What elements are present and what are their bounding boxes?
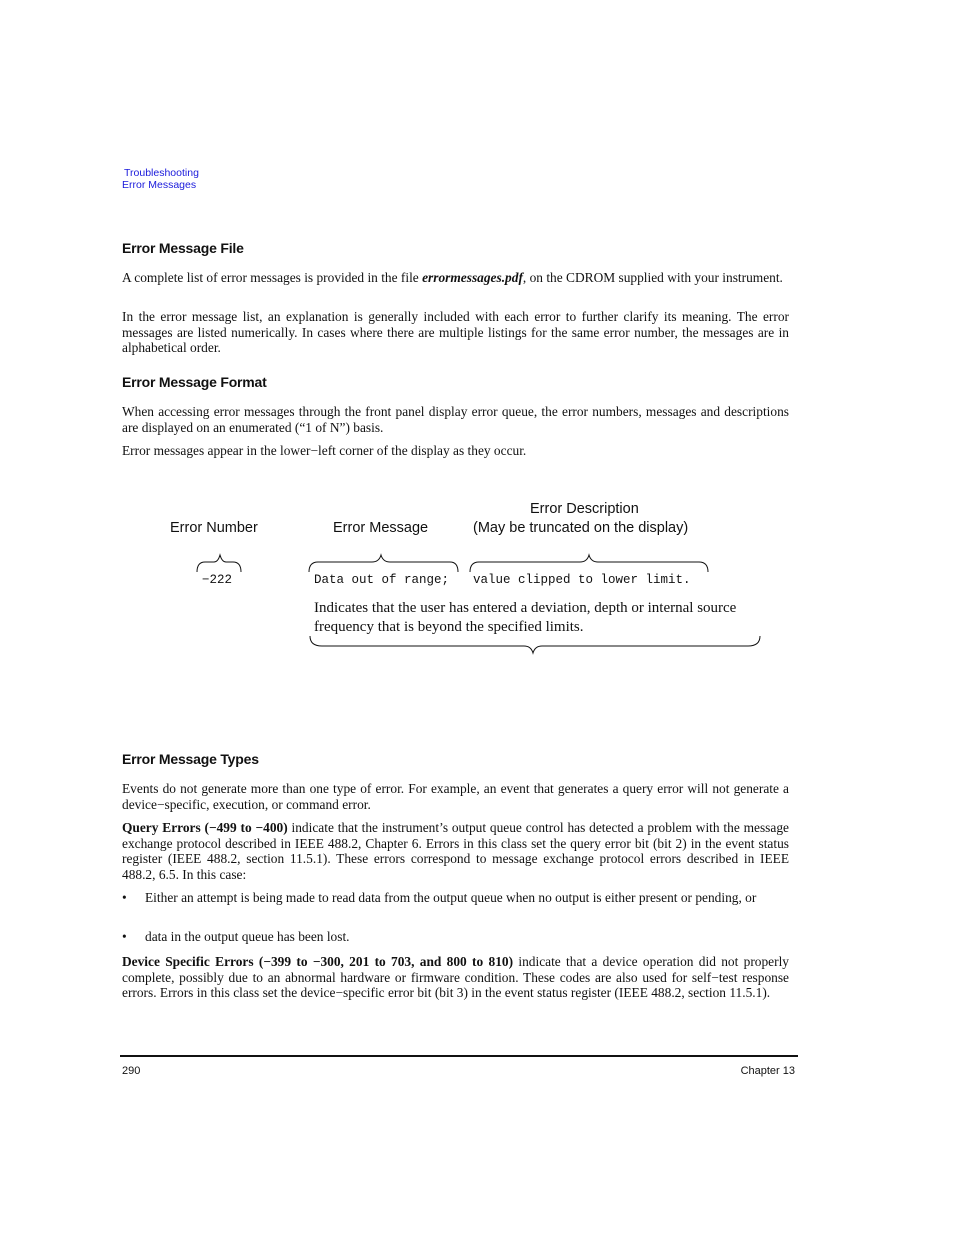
breadcrumb-link-error-messages[interactable]: Error Messages <box>122 179 197 191</box>
bullet-marker: • <box>122 929 127 944</box>
paragraph-types-1: Events do not generate more than one type of error. For example, an event that generates a query error will not generate a device−specific, execution, or command error. <box>122 781 789 812</box>
paragraph-device-specific-errors <box>122 954 789 1001</box>
page-number: 290 <box>122 1065 141 1077</box>
brace-error-description <box>470 555 708 572</box>
figure-example-message: Data out of range; <box>314 573 450 587</box>
file-text-post: , on the CDROM supplied with your instrument. <box>522 270 783 285</box>
paragraph-format-2: Error messages appear in the lower−left corner of the display as they occur. <box>122 443 527 458</box>
heading-error-message-format: Error Message Format <box>122 374 267 390</box>
breadcrumb-link-troubleshooting[interactable]: Troubleshooting <box>124 167 199 179</box>
paragraph-file-2: In the error message list, an explanation is generally included with each error to further clarify its meaning. The error messages are listed numerically. In cases where there are multiple listings for the same error number, the messages are in alphabetical order. <box>122 309 789 356</box>
device-errors-text: indicate that a device operation did not properly complete, possibly due to an abnormal hardware or firmware condition. These codes are also used for self−test response errors. Errors in this class set the device−specific error bit (bit 3) in the event status register (IEEE 488.2, section 11.5.1). <box>122 954 789 1001</box>
figure-label-error-message: Error Message <box>333 520 429 536</box>
figure-label-error-number: Error Number <box>170 520 258 536</box>
file-name: errormessages.pdf <box>422 270 523 285</box>
paragraph-format-1: When accessing error messages through the front panel display error queue, the error numbers, messages and descriptions are displayed on an enumerated (“1 of N”) basis. <box>122 404 789 435</box>
bullet-text: data in the output queue has been lost. <box>145 929 350 944</box>
query-errors-term: Query Errors (−499 to −400) <box>122 820 288 835</box>
brace-bottom <box>310 636 760 653</box>
figure-example-description: value clipped to lower limit. <box>473 573 691 587</box>
heading-error-message-file: Error Message File <box>122 240 244 256</box>
figure-label-error-description: Error Description <box>530 501 639 517</box>
brace-error-number <box>197 555 241 572</box>
bullet-text: Either an attempt is being made to read data from the output queue when no output is either present or pending, or <box>145 890 757 905</box>
query-errors-text: indicate that the instrument’s output queue control has detected a problem with the message exchange protocol described in IEEE 488.2, Chapter 6. Errors in this class set the query error bit (bit 2) in the event status register (IEEE 488.2, section 11.5.1). These errors correspond to message exchange protocol errors described in IEEE 488.2, 6.5. In this case: <box>122 820 789 882</box>
device-errors-term: Device Specific Errors (−399 to −300, 201 to 703, and 800 to 810) <box>122 954 514 969</box>
figure-label-truncation-note: (May be truncated on the display) <box>473 520 689 536</box>
bullet-marker: • <box>122 890 127 905</box>
chapter-label: Chapter 13 <box>740 1065 795 1077</box>
file-text-pre: A complete list of error messages is provided in the file <box>122 270 423 285</box>
paragraph-query-errors <box>122 820 789 882</box>
figure-example-number: −222 <box>202 573 233 587</box>
footer-divider <box>120 1055 798 1057</box>
heading-error-message-types: Error Message Types <box>122 751 259 767</box>
figure-note: Indicates that the user has entered a deviation, depth or internal source frequency that is beyond the specified limits. <box>314 600 737 635</box>
brace-error-message <box>309 555 458 572</box>
